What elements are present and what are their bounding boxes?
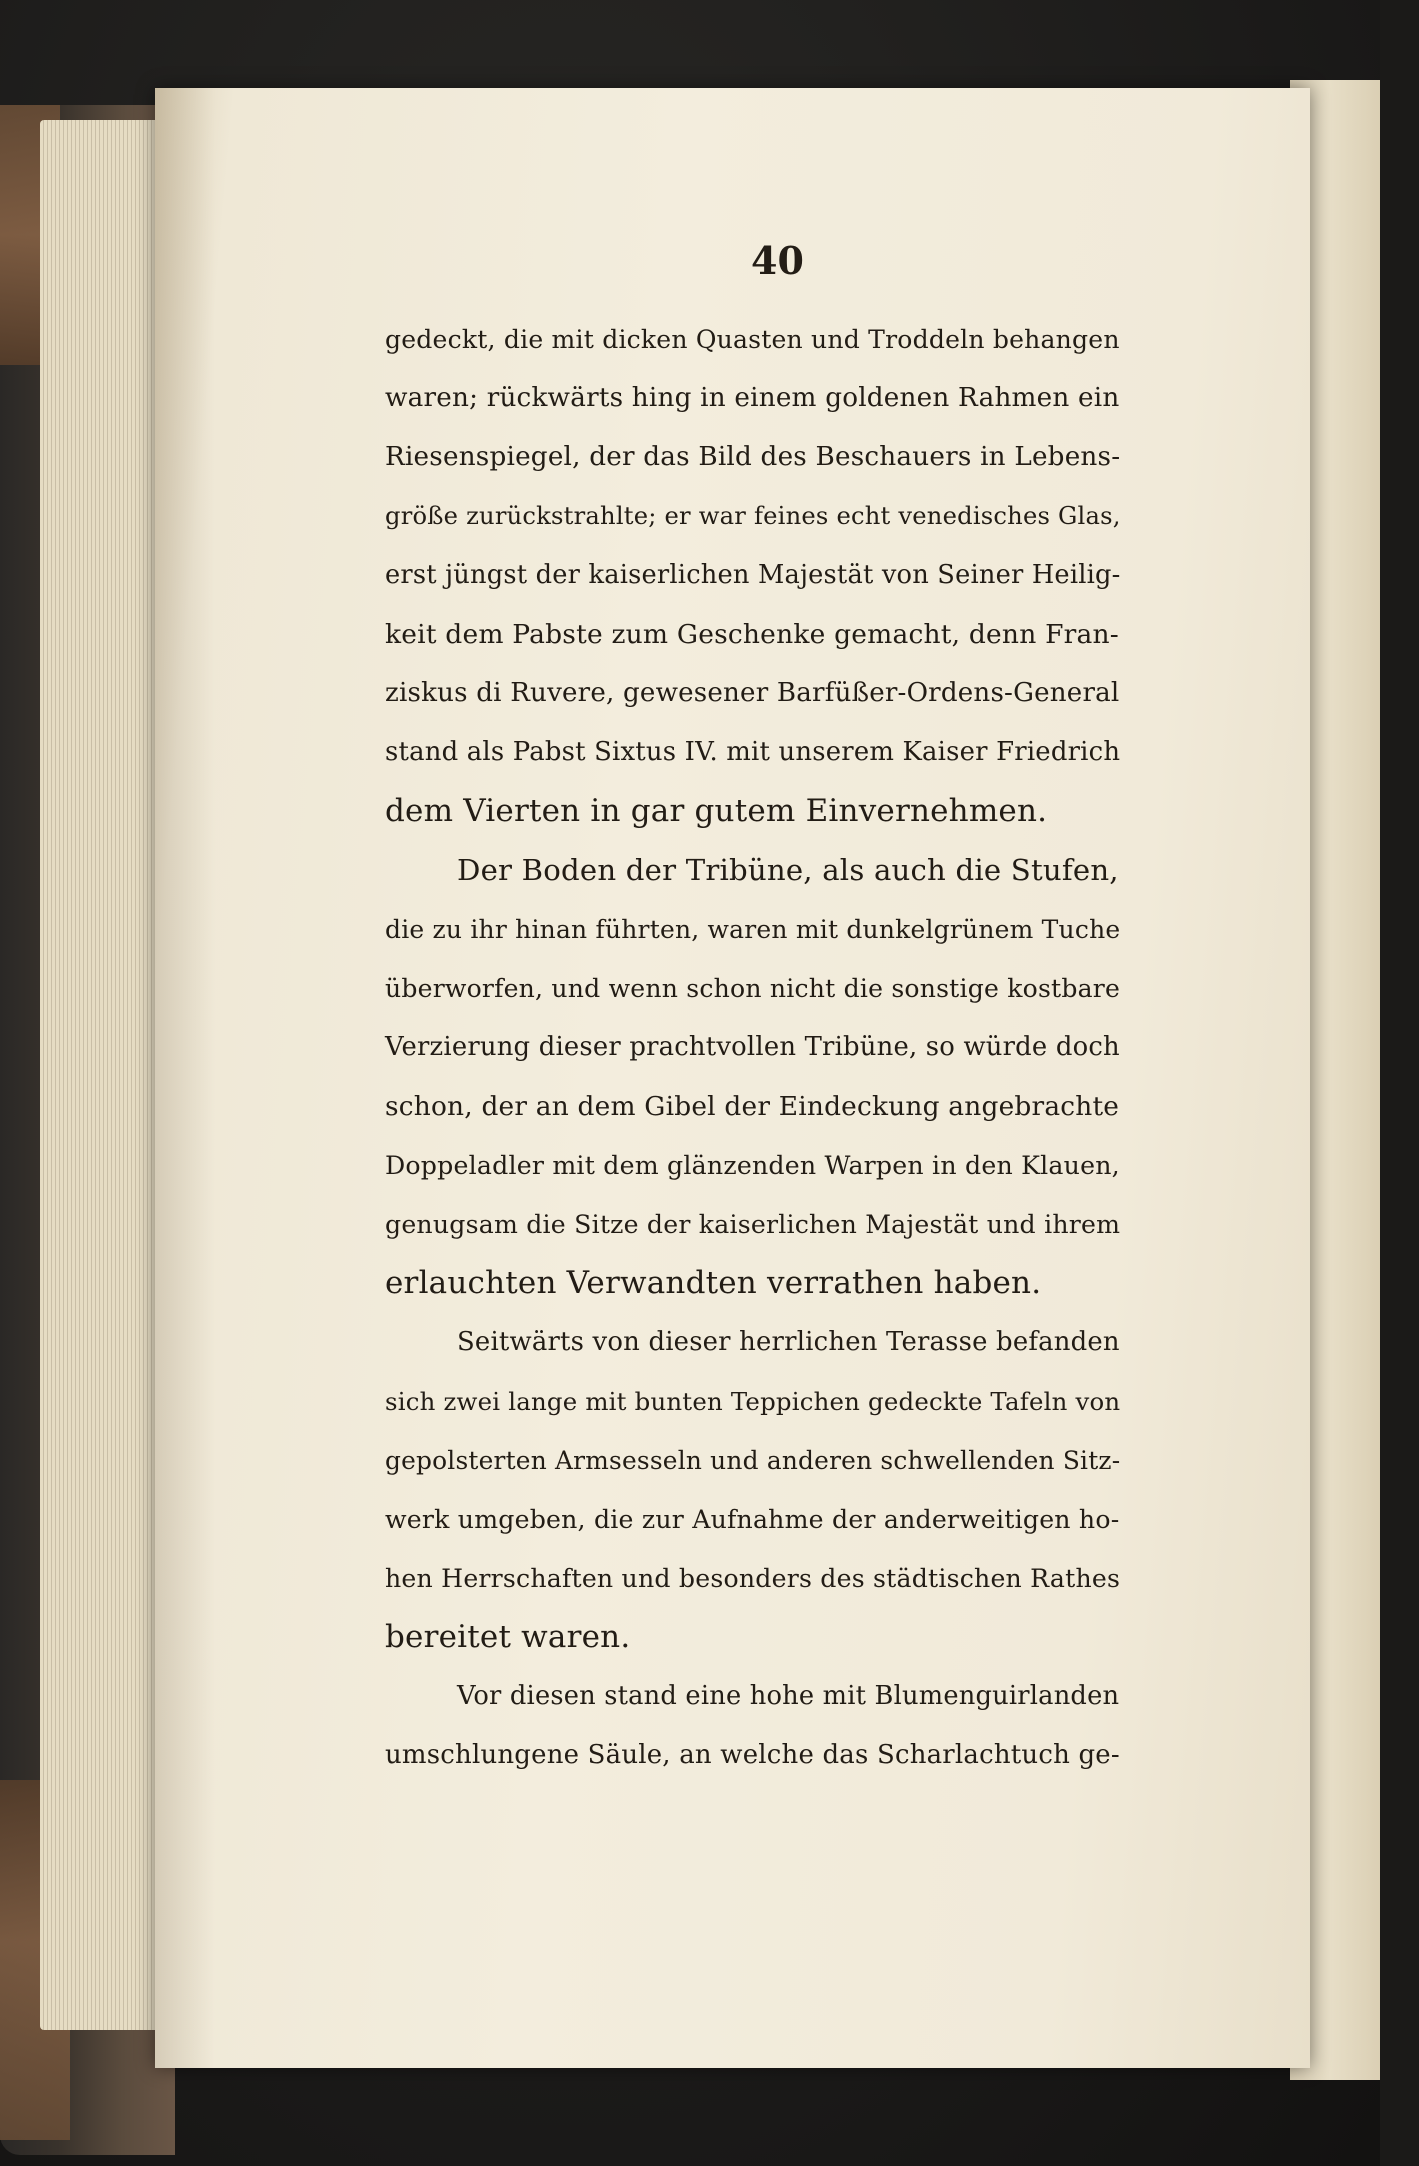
right-background: [1380, 0, 1419, 2166]
text-line: ziskus di Ruvere, gewesener Barfüßer-Ordens-General: [385, 678, 1120, 708]
text-line: keit dem Pabste zum Geschenke gemacht, denn Fran-: [385, 619, 1119, 650]
text-line: genugsam die Sitze der kaiserlichen Majestät und ihrem: [385, 1210, 1121, 1239]
text-line: dem Vierten in gar gutem Einvernehmen.: [385, 793, 1048, 829]
book-page: [155, 88, 1310, 2068]
text-line: werk umgeben, die zur Aufnahme der anderweitigen ho-: [385, 1505, 1120, 1534]
text-line: stand als Pabst Sixtus IV. mit unserem Kaiser Friedrich: [385, 737, 1121, 767]
text-line: größe zurückstrahlte; er war feines echt venedisches Glas,: [385, 502, 1121, 530]
text-line: bereitet waren.: [385, 1619, 631, 1655]
page-number: 40: [751, 238, 804, 283]
text-line: sich zwei lange mit bunten Teppichen gedeckte Tafeln von: [385, 1387, 1121, 1416]
gutter-shadow: [155, 88, 215, 2068]
text-line: Riesenspiegel, der das Bild des Beschauers in Lebens-: [385, 442, 1121, 472]
text-line: Verzierung dieser prachtvollen Tribüne, so würde doch: [385, 1032, 1120, 1062]
text-line: schon, der an dem Gibel der Eindeckung angebrachte: [385, 1091, 1120, 1122]
text-line: Seitwärts von dieser herrlichen Terasse befanden: [457, 1327, 1120, 1357]
text-line: waren; rückwärts hing in einem goldenen Rahmen ein: [385, 383, 1120, 413]
text-line: die zu ihr hinan führten, waren mit dunkelgrünem Tuche: [385, 915, 1121, 944]
page-text: [385, 310, 1121, 1785]
text-line: überworfen, und wenn schon nicht die sonstige kostbare: [385, 974, 1121, 1003]
text-line: hen Herrschaften und besonders des städtischen Rathes: [385, 1564, 1121, 1593]
text-line: umschlungene Säule, an welche das Scharlachtuch ge-: [385, 1740, 1120, 1770]
text-line: Doppeladler mit dem glänzenden Warpen in den Klauen,: [385, 1151, 1120, 1180]
text-line: gedeckt, die mit dicken Quasten und Troddeln behangen: [385, 325, 1120, 354]
text-line: Vor diesen stand eine hohe mit Blumenguirlanden: [457, 1681, 1120, 1711]
text-line: Der Boden der Tribüne, als auch die Stufen,: [457, 853, 1119, 887]
text-line: gepolsterten Armsesseln und anderen schwellenden Sitz-: [385, 1446, 1121, 1475]
text-line: erst jüngst der kaiserlichen Majestät von Seiner Heilig-: [385, 560, 1121, 590]
text-line: erlauchten Verwandten verrathen haben.: [385, 1265, 1042, 1301]
